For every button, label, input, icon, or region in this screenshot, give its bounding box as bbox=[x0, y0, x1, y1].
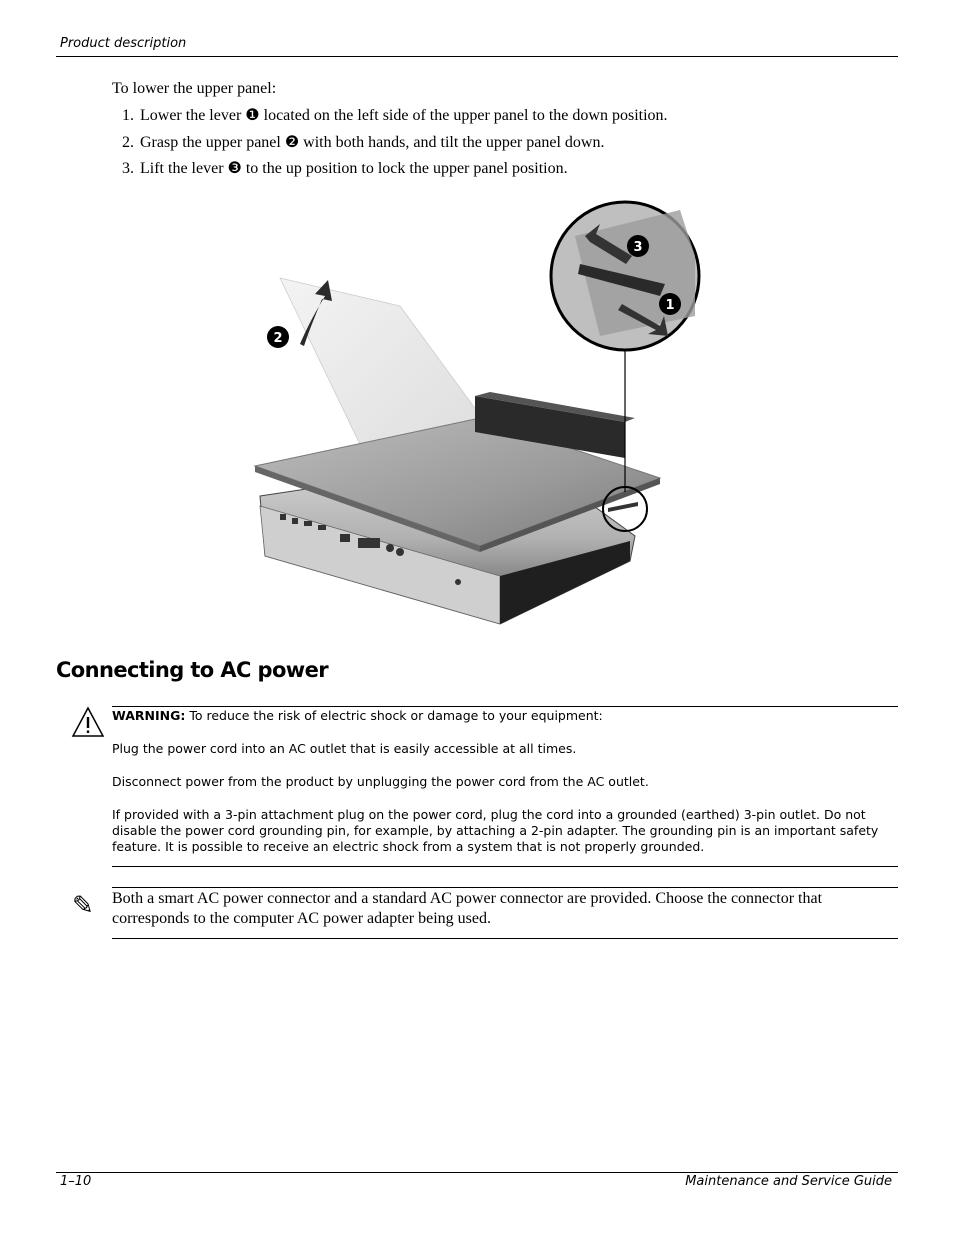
step-text: Grasp the upper panel ❷ with both hands, and tilt the upper panel down. bbox=[140, 133, 605, 151]
warning-paragraph: Disconnect power from the product by unplugging the power cord from the AC outlet. bbox=[112, 774, 649, 789]
document-title: Maintenance and Service Guide bbox=[685, 1174, 892, 1189]
step-text: Lower the lever ❶ located on the left side of the upper panel to the down position. bbox=[140, 107, 668, 124]
step-item: 1. Lower the lever ❶ located on the left side of the upper panel to the down position. bbox=[122, 107, 668, 124]
warning-rule-top bbox=[112, 706, 898, 707]
note-rule-top bbox=[112, 887, 898, 888]
header-rule bbox=[56, 56, 898, 57]
callout-2: 2 bbox=[273, 331, 283, 346]
steps-list bbox=[122, 106, 668, 186]
warning-label: WARNING: bbox=[112, 708, 186, 723]
step-item: 2. Grasp the upper panel ❷ with both hands, and tilt the upper panel down. bbox=[122, 133, 605, 151]
warning-heading bbox=[112, 708, 603, 723]
footer-rule bbox=[56, 1172, 898, 1173]
panel-illustration bbox=[240, 196, 720, 631]
warning-rule-bottom bbox=[112, 866, 898, 867]
step-text: Lift the lever ❸ to the up position to lock the upper panel position. bbox=[140, 160, 568, 177]
step-item: 3. Lift the lever ❸ to the up position to lock the upper panel position. bbox=[122, 160, 568, 177]
section-title: Connecting to AC power bbox=[56, 658, 328, 682]
warning-paragraph: If provided with a 3-pin attachment plug on the power cord, plug the cord into a grounded (earthed) 3-pin outlet. Do not disable the power cord grounding pin, for example, by attaching a 2-pin adapter. The grounding pin is an important safety feature. It is possible to receive an electric shock from a system that is not properly grounded. bbox=[112, 807, 879, 854]
warning-lead: To reduce the risk of electric shock or damage to your equipment: bbox=[189, 708, 603, 723]
note-rule-bottom bbox=[112, 938, 898, 939]
running-header: Product description bbox=[60, 36, 187, 51]
warning-icon bbox=[71, 706, 105, 738]
intro-text: To lower the upper panel: bbox=[112, 80, 277, 97]
callout-3: 3 bbox=[633, 240, 643, 255]
note-text: Both a smart AC power connector and a standard AC power connector are provided. Choose the connector that corresponds to the computer AC power adapter being used. bbox=[112, 890, 823, 927]
page-number: 1–10 bbox=[60, 1174, 92, 1189]
callout-1: 1 bbox=[665, 298, 675, 313]
warning-paragraph: Plug the power cord into an AC outlet that is easily accessible at all times. bbox=[112, 741, 577, 756]
pencil-icon: ✎ bbox=[72, 891, 94, 921]
